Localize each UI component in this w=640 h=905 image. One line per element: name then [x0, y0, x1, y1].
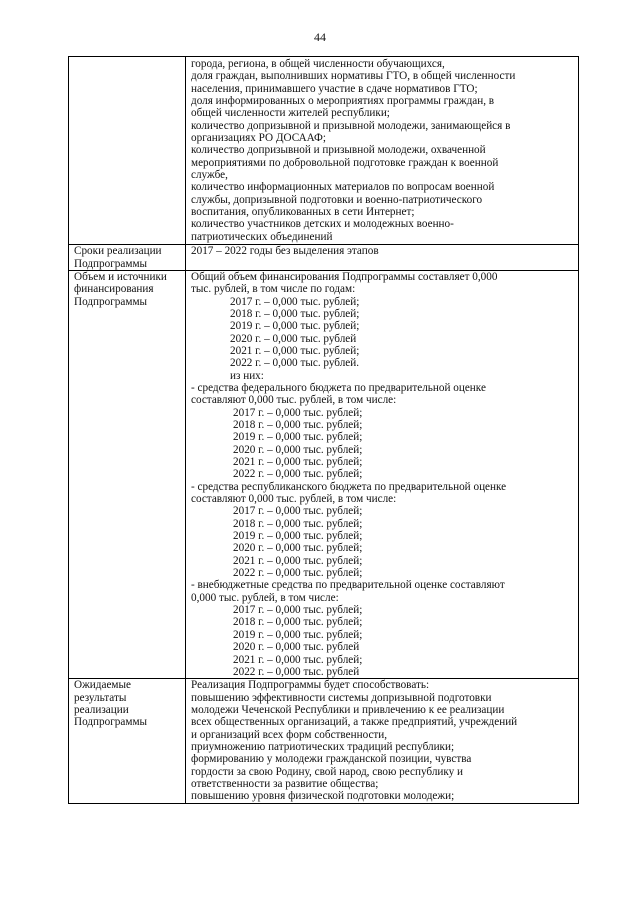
passport-table — [68, 56, 579, 804]
year-line: 2022 г. – 0,000 тыс. рублей; — [233, 567, 363, 580]
year-line: 2017 г. – 0,000 тыс. рублей; — [233, 505, 363, 518]
row-terms-value — [186, 245, 579, 271]
year-line: 2017 г. – 0,000 тыс. рублей; — [230, 295, 360, 308]
page-number: 44 — [314, 30, 326, 44]
text-line: - внебюджетные средства по предварительной оценке составляют — [191, 579, 505, 592]
year-line: 2019 г. – 0,000 тыс. рублей; — [233, 628, 363, 641]
year-line: 2017 г. – 0,000 тыс. рублей; — [233, 406, 363, 419]
text-line: общей численности жителей республики; — [191, 107, 390, 120]
text-line: - средства республиканского бюджета по предварительной оценке — [191, 480, 507, 493]
table-row-funding — [69, 270, 579, 678]
label-line: Подпрограммы — [74, 257, 148, 270]
text-line: доля граждан, выполнивших нормативы ГТО, в общей численности — [191, 70, 516, 83]
text-line: всех общественных организаций, а также предприятий, учреждений — [191, 716, 518, 729]
text-line: Реализация Подпрограммы будет способствовать: — [191, 679, 430, 692]
of-them-line: из них: — [230, 369, 264, 382]
text-line: составляют 0,000 тыс. рублей, в том числе: — [191, 493, 397, 506]
table-row-results — [69, 679, 579, 803]
year-line: 2019 г. – 0,000 тыс. рублей; — [230, 320, 360, 333]
text-line: организациях РО ДОСААФ; — [191, 132, 326, 145]
row-funding-value — [186, 270, 579, 678]
text-line: населения, принимавшего участие в сдаче нормативов ГТО; — [191, 82, 478, 95]
year-line: 2017 г. – 0,000 тыс. рублей; — [233, 604, 363, 617]
text-line: Общий объем финансирования Подпрограммы составляет 0,000 — [191, 270, 498, 283]
row-results-label — [69, 679, 186, 803]
table-row-indicators — [69, 57, 579, 245]
year-line: 2019 г. – 0,000 тыс. рублей; — [233, 431, 363, 444]
text-line: повышению эффективности системы допризывной подготовки — [191, 691, 492, 704]
label-line: Подпрограммы — [74, 295, 148, 308]
year-line: 2018 г. – 0,000 тыс. рублей; — [230, 307, 360, 320]
row-indicators-label — [69, 57, 186, 245]
text-line: воспитания, опубликованных в сети Интернет; — [191, 206, 415, 219]
year-line: 2018 г. – 0,000 тыс. рублей; — [233, 517, 363, 530]
text-line: количество информационных материалов по вопросам военной — [191, 181, 495, 194]
year-line: 2020 г. – 0,000 тыс. рублей; — [233, 542, 363, 555]
row-terms-label — [69, 245, 186, 271]
year-line: 2021 г. – 0,000 тыс. рублей; — [233, 653, 363, 666]
text-line: ответственности за развитие общества; — [191, 777, 379, 790]
text-line: и организаций всех форм собственности, — [191, 728, 388, 741]
row-funding-label — [69, 270, 186, 678]
text-line: количество допризывной и призывной молодежи, занимающейся в — [191, 119, 511, 132]
label-line: Ожидаемые — [74, 679, 131, 692]
text-line: тыс. рублей, в том числе по годам: — [191, 283, 356, 296]
text-line: приумножению патриотических традиций республики; — [191, 740, 455, 753]
label-line: финансирования — [74, 283, 154, 296]
text-line: формированию у молодежи гражданской позиции, чувства — [191, 753, 472, 766]
text-line: службе, — [191, 169, 228, 182]
table-row-terms — [69, 245, 579, 271]
label-line: Подпрограммы — [74, 716, 148, 729]
year-line: 2021 г. – 0,000 тыс. рублей; — [230, 344, 360, 357]
text-line: 2017 – 2022 годы без выделения этапов — [191, 245, 379, 258]
label-line: Сроки реализации — [74, 245, 162, 258]
text-line: - средства федерального бюджета по предварительной оценке — [191, 381, 486, 394]
text-line: составляют 0,000 тыс. рублей, в том числе: — [191, 394, 397, 407]
text-line: мероприятиями по добровольной подготовке граждан к военной — [191, 156, 499, 169]
text-line: молодежи Чеченской Республики и привлечению к ее реализации — [191, 703, 505, 716]
text-line: количество допризывной и призывной молодежи, охваченной — [191, 144, 486, 157]
text-line: патриотических объединений — [191, 230, 333, 243]
year-line: 2019 г. – 0,000 тыс. рублей; — [233, 530, 363, 543]
text-line: количество участников детских и молодежных военно- — [191, 218, 454, 231]
row-results-value — [186, 679, 579, 803]
year-line: 2018 г. – 0,000 тыс. рублей; — [233, 418, 363, 431]
label-line: Объем и источники — [74, 270, 167, 283]
year-line: 2020 г. – 0,000 тыс. рублей — [233, 641, 360, 654]
year-line: 2021 г. – 0,000 тыс. рублей; — [233, 554, 363, 567]
year-line: 2021 г. – 0,000 тыс. рублей; — [233, 456, 363, 468]
label-line: результаты — [74, 691, 127, 704]
text-line: повышению уровня физической подготовки молодежи; — [191, 790, 455, 803]
year-line: 2022 г. – 0,000 тыс. рублей. — [230, 357, 360, 370]
year-line: 2020 г. – 0,000 тыс. рублей — [230, 332, 357, 345]
year-line: 2018 г. – 0,000 тыс. рублей; — [233, 616, 363, 629]
year-line: 2022 г. – 0,000 тыс. рублей — [233, 665, 360, 678]
text-line: гордости за свою Родину, свой народ, свою республику и — [191, 765, 464, 778]
text-line: доля информированных о мероприятиях программы граждан, в — [191, 95, 495, 108]
year-line: 2022 г. – 0,000 тыс. рублей; — [233, 468, 363, 481]
text-line: 0,000 тыс. рублей, в том числе: — [191, 591, 339, 604]
label-line: реализации — [74, 703, 129, 716]
text-line: города, региона, в общей численности обучающихся, — [191, 58, 445, 70]
text-line: службы, допризывной подготовки и военно-патриотического — [191, 193, 483, 206]
year-line: 2020 г. – 0,000 тыс. рублей; — [233, 443, 363, 456]
row-indicators-value — [186, 57, 579, 245]
